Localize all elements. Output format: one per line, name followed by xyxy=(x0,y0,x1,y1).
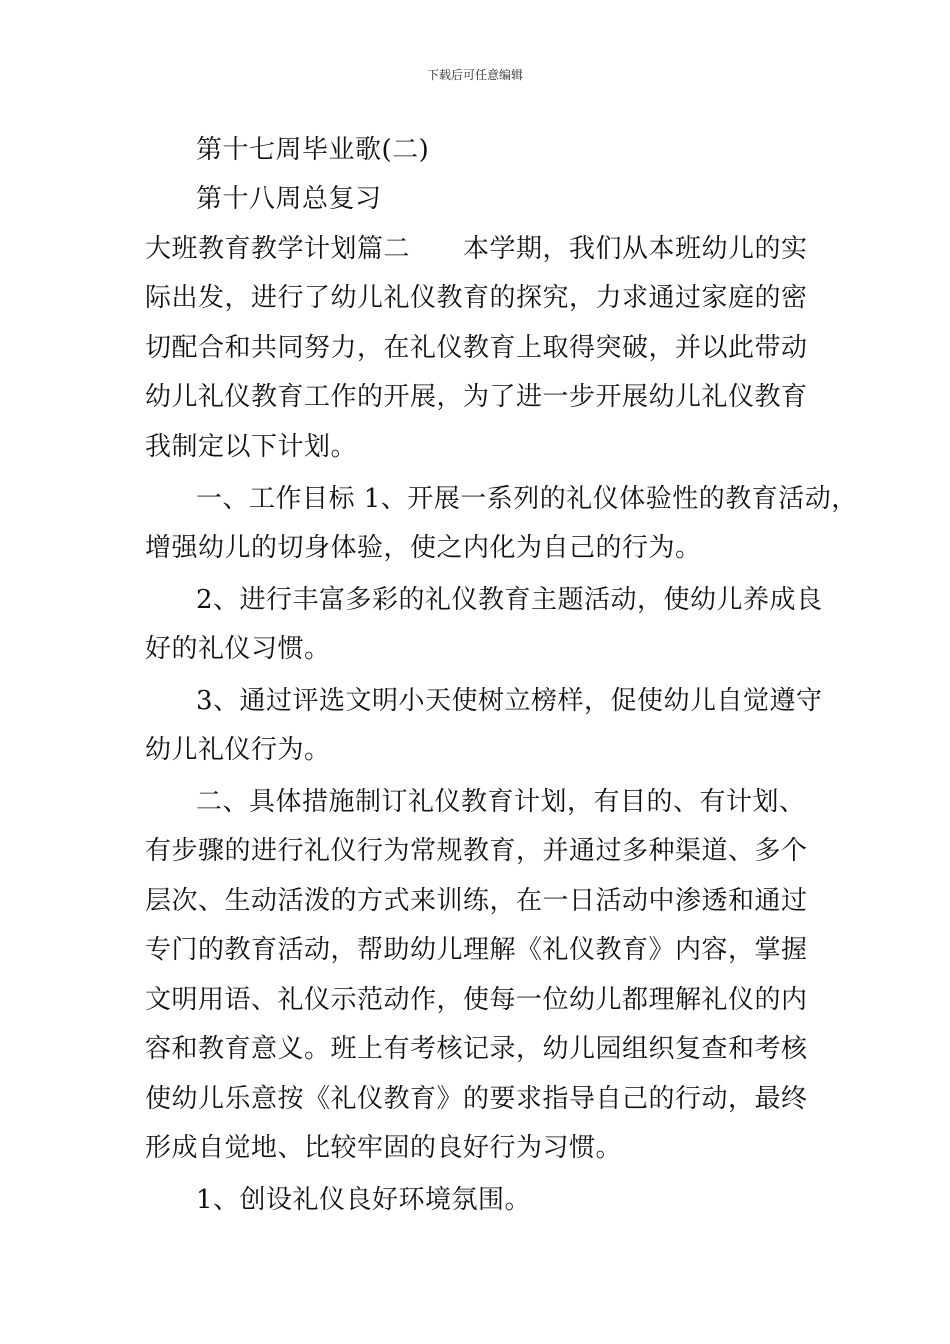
text-line: 幼儿礼仪行为。 xyxy=(145,735,331,765)
text-line: 容和教育意义。班上有考核记录，幼儿园组织复查和考核 xyxy=(145,1034,808,1064)
text-line: 第十八周总复习 xyxy=(196,184,382,214)
text-line: 层次、生动活泼的方式来训练，在一日活动中渗透和通过 xyxy=(145,886,808,916)
text-line: 二、具体措施制订礼仪教育计划，有目的、有计划、 xyxy=(196,787,806,817)
page-header-note: 下载后可任意编辑 xyxy=(426,68,523,82)
text-line: 2、进行丰富多彩的礼仪教育主题活动，使幼儿养成良 xyxy=(196,585,823,615)
text-line: 3、通过评选文明小天使树立榜样，促使幼儿自觉遵守 xyxy=(196,686,823,716)
text-line: 我制定以下计划。 xyxy=(145,432,358,462)
text-line: 幼儿礼仪教育工作的开展，为了进一步开展幼儿礼仪教育 xyxy=(145,382,808,412)
text-line: 好的礼仪习惯。 xyxy=(145,634,331,664)
text-line: 1、创设礼仪良好环境氛围。 xyxy=(196,1185,532,1215)
text-line: 使幼儿乐意按《礼仪教育》的要求指导自己的行动，最终 xyxy=(145,1084,808,1114)
text-line: 文明用语、礼仪示范动作，使每一位幼儿都理解礼仪的内 xyxy=(145,985,808,1015)
text-line: 际出发，进行了幼儿礼仪教育的探究，力求通过家庭的密 xyxy=(145,283,808,313)
text-line: 一、工作目标 1、开展一系列的礼仪体验性的教育活动， xyxy=(196,484,858,514)
text-line: 形成自觉地、比较牢固的良好行为习惯。 xyxy=(145,1133,623,1163)
text-line: 第十七周毕业歌(二) xyxy=(196,135,430,165)
text-line: 大班教育教学计划篇二 本学期，我们从本班幼儿的实 xyxy=(145,234,808,264)
text-line: 切配合和共同努力，在礼仪教育上取得突破，并以此带动 xyxy=(145,333,808,363)
text-line: 专门的教育活动，帮助幼儿理解《礼仪教育》内容，掌握 xyxy=(145,935,808,965)
text-line: 增强幼儿的切身体验，使之内化为自己的行为。 xyxy=(145,533,702,563)
text-line: 有步骤的进行礼仪行为常规教育，并通过多种渠道、多个 xyxy=(145,836,808,866)
